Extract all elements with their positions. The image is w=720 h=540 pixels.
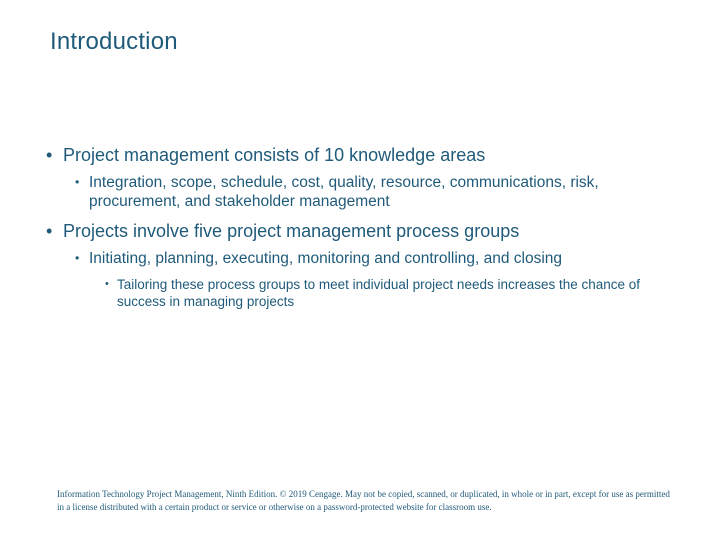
bullet-text: Projects involve five project management process groups <box>63 221 520 241</box>
bullet-text: Project management consists of 10 knowledge areas <box>63 145 486 165</box>
copyright-footer: Information Technology Project Management, Ninth Edition. © 2019 Cengage. May not be copied, scanned, or duplicated, in whole or in part, except for use as permitted in a license distributed with a certain product or service or otherwise on a password-protected website for classroom use. <box>57 489 670 512</box>
bullet-process-groups <box>46 219 686 243</box>
bullet-marker: • <box>46 145 53 165</box>
sub-bullet-knowledge-list <box>75 173 686 211</box>
bullet-marker: • <box>75 251 80 265</box>
bullet-text: Integration, scope, schedule, cost, quality, resource, communications, risk, procurement, and stakeholder management <box>89 174 599 210</box>
slide-title: Introduction <box>50 28 178 55</box>
slide-content <box>46 143 686 316</box>
bullet-marker: • <box>105 278 109 290</box>
bullet-text: Tailoring these process groups to meet individual project needs increases the chance of success in managing projects <box>117 277 641 309</box>
sub-bullet-process-list <box>75 249 686 268</box>
bullet-marker: • <box>75 175 80 189</box>
bullet-knowledge-areas <box>46 143 686 167</box>
sub-sub-bullet-tailoring <box>105 276 686 310</box>
bullet-marker: • <box>46 221 53 241</box>
bullet-text: Initiating, planning, executing, monitoring and controlling, and closing <box>89 250 563 267</box>
